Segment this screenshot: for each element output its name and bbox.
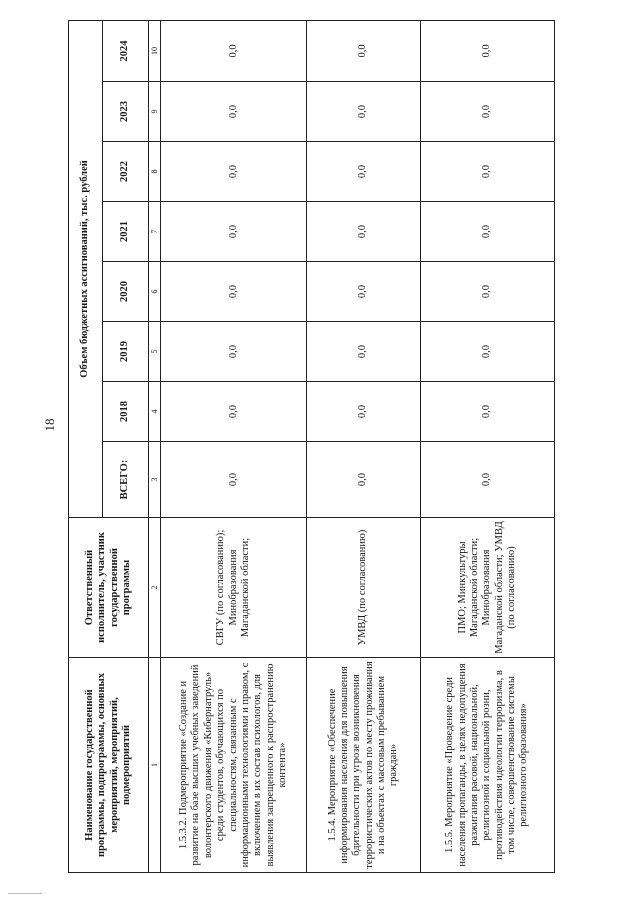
row-value: 0,0	[161, 322, 307, 382]
table-row	[307, 20, 420, 872]
table-row	[161, 20, 307, 872]
row-value: 0,0	[307, 322, 420, 382]
header-year: 2021	[103, 202, 149, 262]
column-index: 4	[149, 382, 161, 442]
header-year: 2019	[103, 322, 149, 382]
header-budget-group: Объем бюджетных ассигнований, тыс. рублей	[69, 20, 103, 517]
table-row	[420, 20, 554, 872]
row-executor: ПМО; Минкультуры Магаданской области; Минобразования Магаданской области; УМВД (по согласованию)	[420, 518, 554, 658]
header-year: 2020	[103, 262, 149, 322]
row-value: 0,0	[307, 262, 420, 322]
scan-artifact-line	[8, 893, 42, 894]
column-index: 3	[149, 442, 161, 518]
header-executor: Ответственный исполнитель, участник государственной программы	[69, 518, 149, 658]
column-index: 6	[149, 262, 161, 322]
header-year: 2022	[103, 142, 149, 202]
header-year: 2018	[103, 382, 149, 442]
row-value: 0,0	[161, 382, 307, 442]
column-index: 9	[149, 82, 161, 142]
header-total: ВСЕГО:	[103, 442, 149, 518]
row-total: 0,0	[161, 442, 307, 518]
row-total: 0,0	[307, 442, 420, 518]
row-name: 1.5.4. Мероприятие «Обеспечение информирования населения для повышения бдительности при угрозе возникновения террористических актов по месту проживания и на объектах с массовым пребыванием граждан»	[307, 658, 420, 873]
row-value: 0,0	[161, 82, 307, 142]
row-value: 0,0	[420, 20, 554, 81]
header-name: Наименование государственной программы, подпрограммы, основных мероприятий, мероприятий, подмероприятий	[69, 658, 149, 873]
column-index: 10	[149, 20, 161, 81]
row-executor: СВГУ (по согласованию); Минобразования Магаданской области;	[161, 518, 307, 658]
column-index: 1	[149, 658, 161, 873]
row-value: 0,0	[307, 202, 420, 262]
row-value: 0,0	[420, 82, 554, 142]
row-name: 1.5.5. Мероприятие «Проведение среди населения пропаганды, в целях недопущения разжигания расовой, национальной, религиозной и социальной розни, противодействия идеологии терроризма, в том числе, совершенствование системы религиозного образования»	[420, 658, 554, 873]
row-value: 0,0	[420, 142, 554, 202]
row-value: 0,0	[420, 262, 554, 322]
row-value: 0,0	[420, 202, 554, 262]
column-index: 8	[149, 142, 161, 202]
row-executor: УМВД (по согласованию)	[307, 518, 420, 658]
budget-table	[68, 20, 555, 873]
row-value: 0,0	[307, 20, 420, 81]
row-value: 0,0	[161, 142, 307, 202]
row-total: 0,0	[420, 442, 554, 518]
column-index: 7	[149, 202, 161, 262]
column-index: 5	[149, 322, 161, 382]
page-number: 18	[42, 418, 57, 432]
row-value: 0,0	[161, 262, 307, 322]
header-year: 2024	[103, 20, 149, 81]
row-value: 0,0	[420, 382, 554, 442]
row-value: 0,0	[307, 382, 420, 442]
row-value: 0,0	[307, 82, 420, 142]
header-year: 2023	[103, 82, 149, 142]
row-value: 0,0	[307, 142, 420, 202]
column-index: 2	[149, 518, 161, 658]
row-value: 0,0	[161, 202, 307, 262]
row-name: 1.5.3.2. Подмероприятие «Создание и развитие на базе высших учебных заведений волонтерского движения «Кибернатруль» среди студентов, обучающихся по специальностям, связанным с информационными технологиями и правом, с включением в их состав психологов, для выявления запрещенного к распространению контента»	[161, 658, 307, 873]
row-value: 0,0	[161, 20, 307, 81]
row-value: 0,0	[420, 322, 554, 382]
